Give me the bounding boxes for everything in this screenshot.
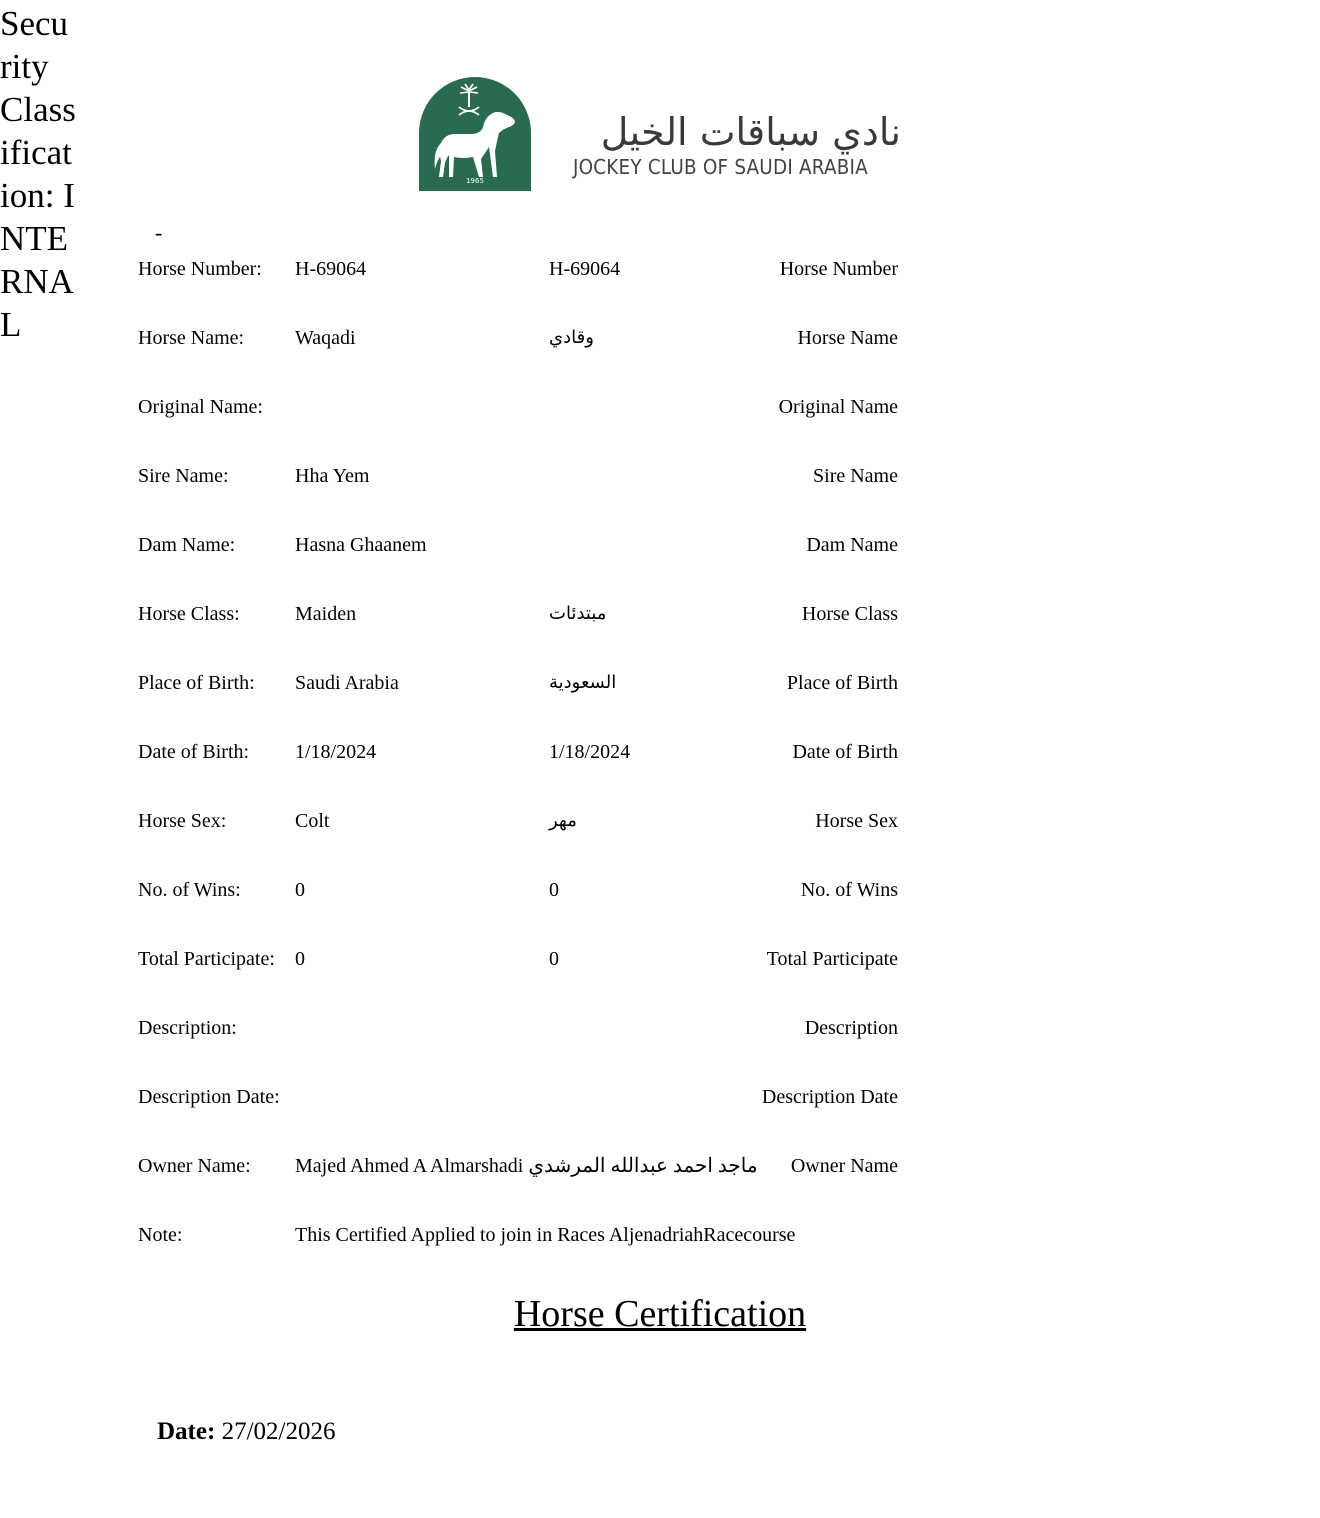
- field-label: Description:: [138, 1017, 237, 1039]
- field-value-en: This Certified Applied to join in Races AljenadriahRacecourse: [295, 1224, 796, 1246]
- detail-row: [0, 1151, 1320, 1181]
- field-value-en: 1/18/2024: [295, 741, 377, 763]
- detail-row: [0, 875, 1320, 905]
- field-label-right: Description Date: [761, 1086, 898, 1108]
- field-label-right: No. of Wins: [800, 879, 898, 901]
- field-value-en: 0: [295, 879, 305, 901]
- field-value-en: 0: [295, 948, 305, 970]
- field-value-en: Colt: [295, 810, 330, 832]
- field-label-right: Original Name: [778, 396, 898, 418]
- field-label: Sire Name:: [138, 465, 229, 487]
- field-label: Owner Name:: [138, 1155, 251, 1177]
- field-value-ar: 0: [549, 948, 559, 970]
- field-label: Total Participate:: [138, 948, 275, 970]
- field-label-right: Horse Class: [801, 603, 898, 625]
- page-title: Horse Certification: [513, 1293, 807, 1335]
- field-label: Date of Birth:: [138, 741, 250, 763]
- detail-row: [0, 530, 1320, 560]
- svg-text:1965: 1965: [466, 177, 484, 185]
- field-value-ar: وقادي: [549, 327, 594, 348]
- field-label: Horse Sex:: [138, 810, 227, 832]
- detail-row: [0, 461, 1320, 491]
- detail-row: [0, 1220, 1320, 1250]
- detail-row: [0, 806, 1320, 836]
- field-label-right: Description: [804, 1017, 898, 1039]
- field-label-right: Owner Name: [790, 1155, 898, 1177]
- field-value-ar: 0: [549, 879, 559, 901]
- detail-row: [0, 944, 1320, 974]
- date-label: Date:: [157, 1418, 216, 1445]
- field-value-en: H-69064: [295, 258, 367, 280]
- field-value-ar: H-69064: [549, 258, 621, 280]
- field-label: No. of Wins:: [138, 879, 241, 901]
- logo-english-text: JOCKEY CLUB OF SAUDI ARABIA: [573, 155, 868, 179]
- field-label-right: Total Participate: [766, 948, 898, 970]
- date-value: 27/02/2026: [221, 1418, 336, 1445]
- field-label: Description Date:: [138, 1086, 280, 1108]
- field-label-right: Horse Number: [779, 258, 898, 280]
- detail-row: [0, 392, 1320, 422]
- field-label-right: Horse Sex: [815, 810, 898, 832]
- logo-arabic-text: نادي سباقات الخيل: [600, 110, 901, 154]
- field-label: Note:: [138, 1224, 183, 1246]
- security-classification: Security Classification: INTERNAL: [0, 4, 76, 344]
- field-label: Horse Name:: [138, 327, 245, 349]
- field-label-right: Date of Birth: [792, 741, 898, 763]
- detail-row: [0, 599, 1320, 629]
- separator-dash: -: [155, 220, 163, 245]
- field-label-right: Dam Name: [806, 534, 898, 556]
- field-label-right: Place of Birth: [786, 672, 898, 694]
- detail-row: [0, 323, 1320, 353]
- field-value-en: Majed Ahmed A Almarshadi ماجد احمد عبدالله المرشدي: [295, 1155, 758, 1177]
- field-label-right: Horse Name: [797, 327, 898, 349]
- field-value-ar: مهر: [549, 810, 577, 831]
- certificate-date: [157, 1415, 335, 1449]
- jockey-club-logo: [419, 77, 901, 191]
- detail-row: [0, 254, 1320, 284]
- field-label-right: Sire Name: [813, 465, 898, 487]
- field-label: Place of Birth:: [138, 672, 255, 694]
- field-label: Original Name:: [138, 396, 263, 418]
- detail-row: [0, 737, 1320, 767]
- field-value-en: Maiden: [295, 603, 357, 625]
- detail-row: [0, 1082, 1320, 1112]
- field-label: Horse Number:: [138, 258, 262, 280]
- field-label: Horse Class:: [138, 603, 240, 625]
- field-label: Dam Name:: [138, 534, 236, 556]
- field-value-en: Hha Yem: [295, 465, 370, 487]
- field-value-en: Hasna Ghaanem: [295, 534, 427, 556]
- field-value-ar: السعودية: [549, 672, 617, 693]
- field-value-ar: 1/18/2024: [549, 741, 631, 763]
- detail-row: [0, 668, 1320, 698]
- field-value-ar: مبتدئات: [549, 603, 607, 624]
- field-value-en: Saudi Arabia: [295, 672, 399, 694]
- horse-badge-icon: [419, 77, 531, 191]
- detail-row: [0, 1013, 1320, 1043]
- field-value-en: Waqadi: [295, 327, 356, 349]
